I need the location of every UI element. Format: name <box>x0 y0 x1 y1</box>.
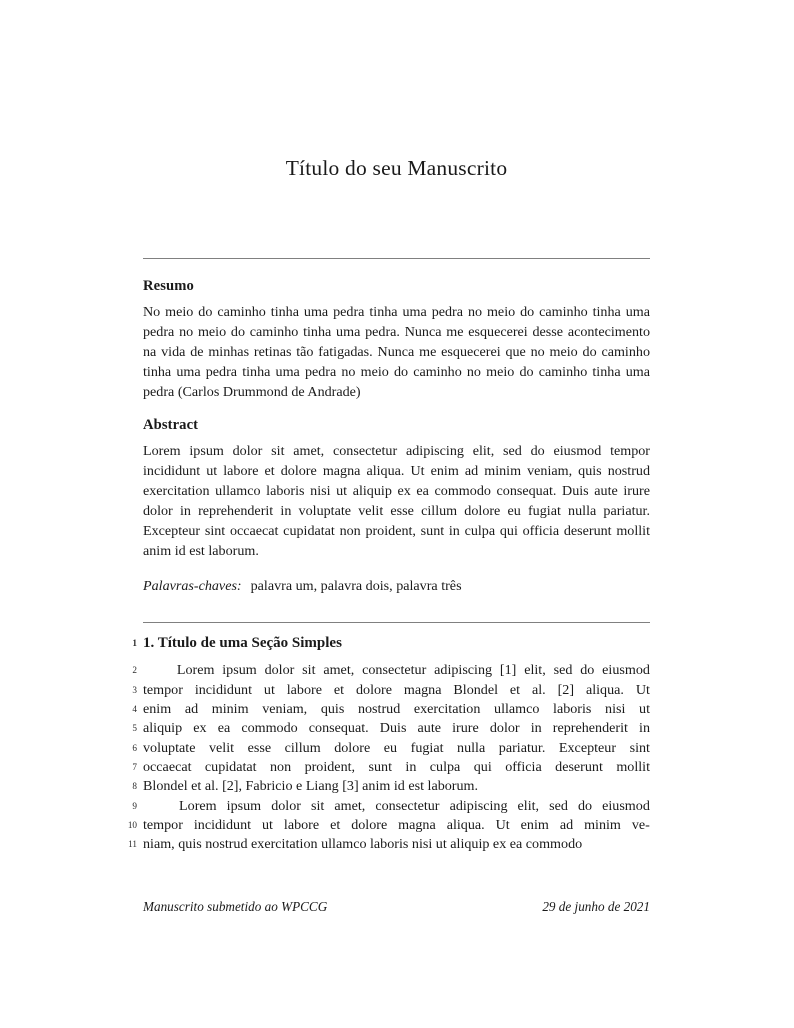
body-word: et <box>333 681 345 698</box>
body-line-text: niam, quis nostrud exercitation ullamco laboris nisi ut aliquip ex ea commodo <box>143 836 583 853</box>
body-word: reprehenderit <box>552 720 628 737</box>
body-word: dolore <box>355 681 392 698</box>
footer-left: Manuscrito submetido ao WPCCG <box>143 899 328 914</box>
body-word: et <box>509 681 521 698</box>
body-word: non <box>270 759 292 776</box>
body-word: magna <box>403 681 442 698</box>
body-word: aliquip <box>143 720 183 737</box>
body-word: quis <box>320 701 345 718</box>
page-footer <box>143 899 650 915</box>
body-line <box>132 719 650 738</box>
body-line-list <box>127 661 650 854</box>
title-block <box>143 155 650 183</box>
resumo-heading: Resumo <box>143 278 194 294</box>
body-word: eiusmod <box>602 662 650 679</box>
body-word: al. <box>532 681 546 698</box>
body-word: Ut <box>495 817 510 834</box>
body-word: ut <box>263 681 275 698</box>
keywords-value: palavra um, palavra dois, palavra três <box>250 578 462 594</box>
body-word: pariatur. <box>498 739 546 756</box>
body-word: ex <box>193 720 207 737</box>
body-word: enim <box>520 817 549 834</box>
body-word: esse <box>247 739 272 756</box>
body-word: Duis <box>379 720 407 737</box>
body-word: proident, <box>304 759 356 776</box>
body-word: ad <box>559 817 574 834</box>
body-word: [1] <box>499 662 517 679</box>
body-line <box>132 739 650 758</box>
resumo-paragraph: No meio do caminho tinha uma pedra tinha uma pedra no meio do caminho tinha uma pedra no meio do caminho tinha uma pedra. Nunca me esquecerei desse acontecimento na vida de minhas retinas tão fatigadas. Nunca me esquecerei que no meio do caminho tinha uma pedra tinha uma pedra no meio do caminho no meio do caminho tinha uma pedra (Carlos Drummond de Andrade) <box>143 304 650 400</box>
body-word: enim <box>143 701 172 718</box>
abstract-paragraph: Lorem ipsum dolor sit amet, consectetur adipiscing elit, sed do eiusmod tempor incididunt ut labore et dolore magna aliqua. Ut enim ad minim veniam, quis nostrud exercitation ullamco laboris nisi ut aliquip ex ea commodo consequat. Duis aute irure dolor in reprehenderit in voluptate velit esse cillum dolore eu fugiat nulla pariatur. Excepteur sint occaecat cupidatat non proident, sunt in culpa qui officia deserunt mollit anim id est laborum. <box>143 443 650 559</box>
body-word: ea <box>217 720 231 737</box>
frontmatter <box>143 278 650 596</box>
body-word: do <box>577 797 593 814</box>
body-word: Lorem <box>176 662 215 679</box>
body-word: dolore <box>351 817 388 834</box>
body-word: et <box>330 817 341 834</box>
keywords-label: Palavras-chaves: <box>143 578 242 594</box>
body-word: consectetur <box>362 662 427 679</box>
body-word: dolor <box>264 662 295 679</box>
paragraph-indent <box>143 661 169 680</box>
body-word: sit <box>310 797 325 814</box>
body-word: ut <box>261 817 273 834</box>
line-number: 9 <box>132 800 137 811</box>
body-word: dolore <box>334 739 371 756</box>
body-word: ullamco <box>494 701 540 718</box>
body-word: Lorem <box>179 797 217 814</box>
body-word: sunt <box>368 759 392 776</box>
horizontal-rule-bottom <box>143 622 650 623</box>
body-word: elit, <box>524 662 546 679</box>
body-word: in <box>639 720 650 737</box>
body-word: irure <box>452 720 479 737</box>
body-word: in <box>530 720 542 737</box>
body-word: fugiat <box>410 739 444 756</box>
body-word: deserunt <box>555 759 603 776</box>
body-word: do <box>580 662 595 679</box>
body-word: nulla <box>457 739 486 756</box>
line-number: 6 <box>132 742 137 753</box>
body-line <box>132 797 650 816</box>
line-number: 2 <box>132 665 137 676</box>
keywords-line <box>143 576 650 596</box>
body-word: voluptate <box>143 739 196 756</box>
body-word: aliqua. <box>446 817 485 834</box>
body-word: consectetur <box>375 797 440 814</box>
body-word: [2] <box>557 681 575 698</box>
footer-right: 29 de junho de 2021 <box>542 899 650 914</box>
body-word: in <box>405 759 417 776</box>
body-line-text: Blondel et al. [2], Fabricio e Liang [3] anim id est laborum. <box>143 778 479 795</box>
body-word: adipiscing <box>434 662 493 679</box>
line-number: 7 <box>132 762 137 773</box>
body-word: ad <box>184 701 199 718</box>
body-word: exercitation <box>413 701 481 718</box>
body-word: dolor <box>271 797 301 814</box>
body-word: commodo <box>241 720 298 737</box>
body-line <box>132 661 650 680</box>
body-word: nisi <box>605 701 626 718</box>
body-line <box>127 816 650 835</box>
body-word: Excepteur <box>558 739 617 756</box>
body-word: ut <box>639 701 650 718</box>
body-word: aliqua. <box>585 681 624 698</box>
body-word: elit, <box>517 797 540 814</box>
body-word: culpa <box>429 759 461 776</box>
body-line <box>132 758 650 777</box>
body-word: velit <box>209 739 235 756</box>
line-number: 1 <box>132 638 137 648</box>
body-word: sed <box>553 662 573 679</box>
body-word: labore <box>286 681 322 698</box>
body-word: sint <box>629 739 650 756</box>
body-word: laboris <box>553 701 592 718</box>
body-word: aute <box>417 720 442 737</box>
body-word: ipsum <box>226 797 262 814</box>
body-word: nostrud <box>357 701 401 718</box>
body-line <box>128 835 650 854</box>
section-heading <box>132 634 650 653</box>
body-word: eiusmod <box>602 797 650 814</box>
body-word: qui <box>473 759 492 776</box>
body-line <box>132 681 650 700</box>
body-line <box>132 700 650 719</box>
page-title: Título do seu Manuscrito <box>285 156 508 180</box>
body-word: ipsum <box>222 662 257 679</box>
body-word: dolor <box>489 720 520 737</box>
body-word: Ut <box>635 681 650 698</box>
body-word: Blondel <box>453 681 499 698</box>
body-word: occaecat <box>143 759 192 776</box>
body-word: magna <box>398 817 436 834</box>
abstract-heading: Abstract <box>143 417 199 433</box>
body-word: labore <box>283 817 320 834</box>
body-word: mollit <box>616 759 650 776</box>
body-word: amet, <box>323 662 355 679</box>
body-word: consequat. <box>308 720 369 737</box>
body-word: sed <box>549 797 568 814</box>
body-text <box>127 634 650 855</box>
line-number: 4 <box>132 704 137 715</box>
body-word: ve- <box>631 817 650 834</box>
body-word: cupidatat <box>204 759 257 776</box>
body-word: sit <box>302 662 316 679</box>
body-word: officia <box>505 759 542 776</box>
line-number: 8 <box>132 781 137 792</box>
section-heading-text: 1. Título de uma Seção Simples <box>143 635 342 651</box>
body-word: eu <box>383 739 398 756</box>
paragraph-indent <box>143 797 169 816</box>
body-word: tempor <box>143 817 183 834</box>
body-word: incididunt <box>194 681 252 698</box>
body-word: amet, <box>334 797 366 814</box>
body-word: minim <box>211 701 249 718</box>
body-word: minim <box>584 817 621 834</box>
body-word: incididunt <box>193 817 252 834</box>
line-number: 5 <box>132 723 137 734</box>
line-number: 11 <box>128 839 137 850</box>
body-word: cillum <box>284 739 321 756</box>
body-word: veniam, <box>262 701 308 718</box>
body-word: tempor <box>143 681 183 698</box>
horizontal-rule-top <box>143 258 650 259</box>
line-number: 10 <box>127 820 137 831</box>
line-number: 3 <box>132 684 137 695</box>
body-line <box>132 777 650 796</box>
body-word: adipiscing <box>449 797 508 814</box>
